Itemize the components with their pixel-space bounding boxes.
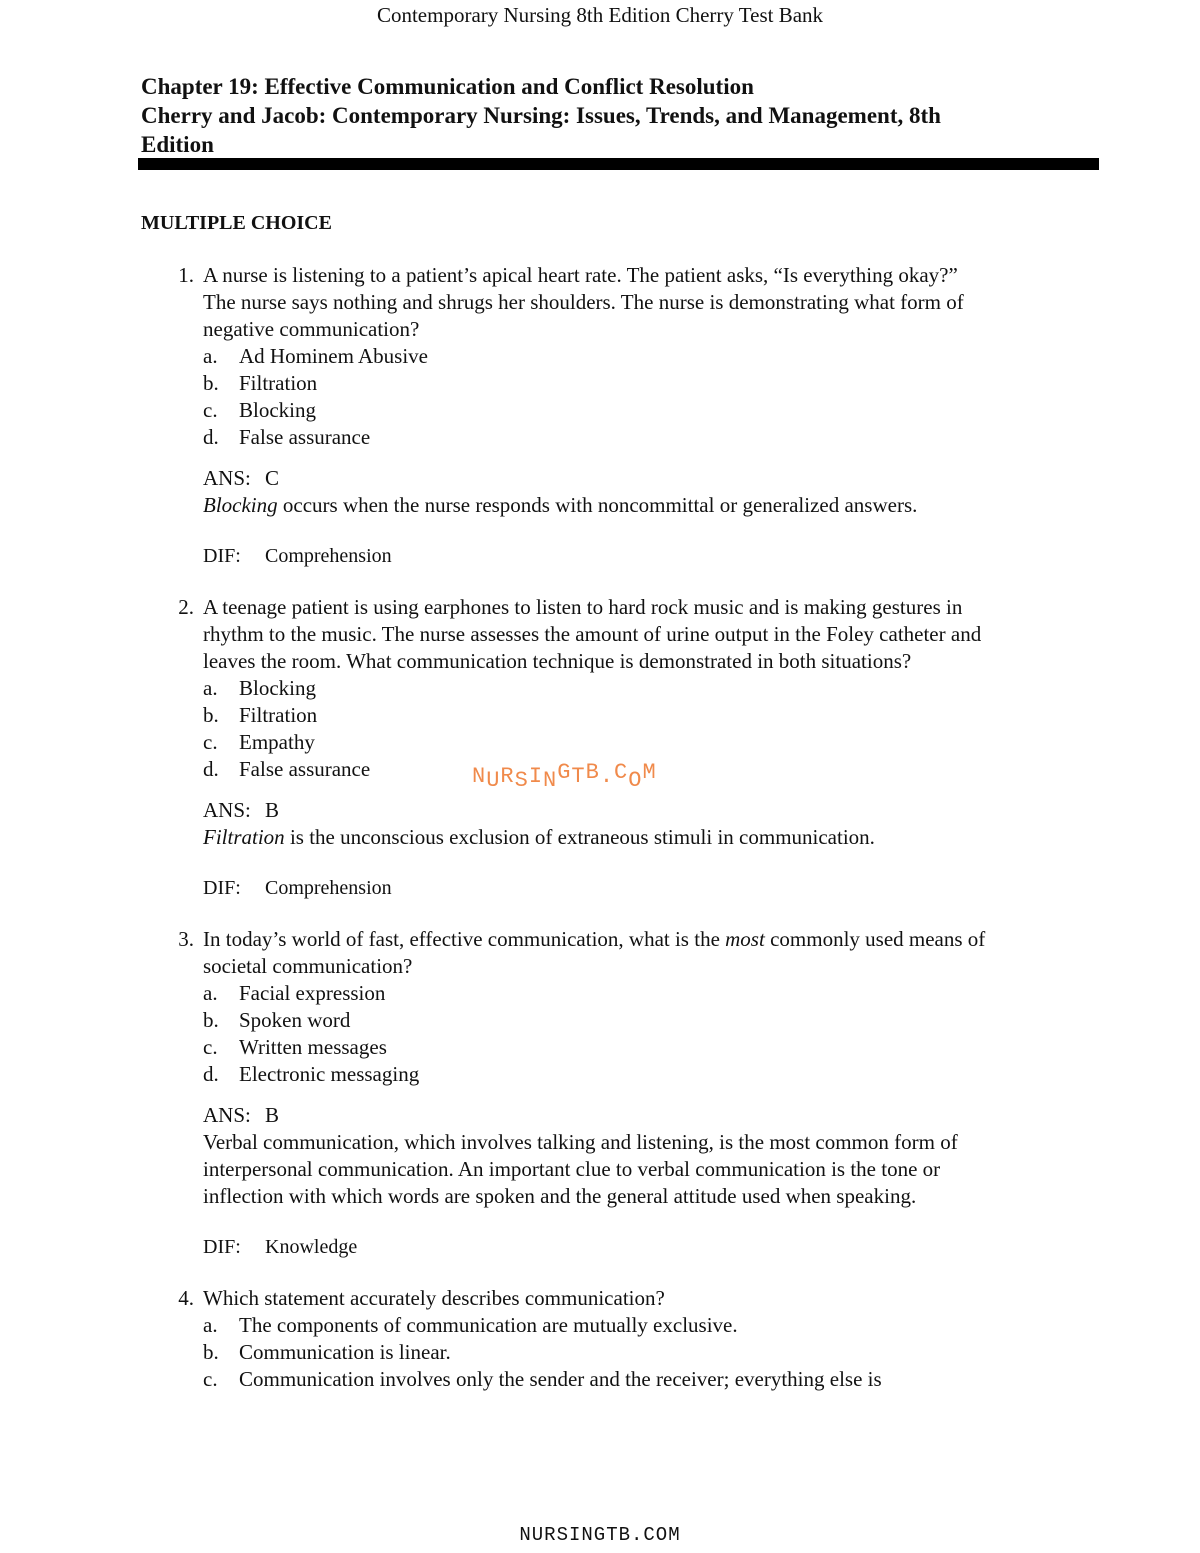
option-b [203, 702, 1093, 729]
difficulty-value: Knowledge [265, 1236, 358, 1258]
footer-site: NURSINGTB.COM [519, 1524, 681, 1546]
option-text: Communication involves only the sender and the receiver; everything else is [239, 1367, 882, 1391]
question-stem [203, 926, 1093, 980]
rationale-term: Filtration [203, 825, 285, 849]
stem-line: rhythm to the music. The nurse assesses the amount of urine output in the Foley catheter and [203, 622, 982, 646]
watermark-char: C [614, 760, 629, 785]
option-text: Electronic messaging [239, 1062, 420, 1086]
answer-label: ANS: [203, 798, 251, 822]
option-letter: a. [203, 1313, 218, 1337]
answer-line [203, 797, 1093, 824]
stem-line: A teenage patient is using earphones to listen to hard rock music and is making gestures in [203, 595, 963, 619]
section-heading: MULTIPLE CHOICE [141, 212, 332, 234]
chapter-title: Chapter 19: Effective Communication and Conflict Resolution [141, 74, 754, 99]
answer-value: B [265, 798, 280, 822]
question-number: 2. [178, 595, 194, 619]
chapter-heading [141, 72, 1101, 159]
stem-line: leaves the room. What communication technique is demonstrated in both situations? [203, 649, 912, 673]
stem-text: In today’s world of fast, effective communication, what is the [203, 927, 726, 951]
option-c [203, 397, 1093, 424]
watermark-char: B [585, 760, 600, 785]
watermark-char: G [557, 760, 572, 785]
option-a [203, 1312, 1093, 1339]
option-d [203, 1061, 1093, 1088]
option-text: Written messages [239, 1035, 387, 1059]
option-b [203, 1339, 1093, 1366]
question-number: 3. [178, 927, 194, 951]
option-b [203, 370, 1093, 397]
option-text: Ad Hominem Abusive [239, 344, 428, 368]
option-letter: d. [203, 1062, 219, 1086]
option-letter: d. [203, 757, 219, 781]
option-text: Spoken word [239, 1008, 351, 1032]
difficulty-line [203, 543, 1093, 570]
watermark-char: N [543, 768, 558, 793]
watermark-char: N [472, 764, 487, 789]
rationale [203, 1129, 1093, 1210]
question-stem [203, 262, 1093, 343]
question-body [203, 262, 1093, 570]
question-4 [0, 1285, 1200, 1393]
option-a [203, 675, 1093, 702]
question-stem [203, 1285, 1093, 1312]
question-3 [0, 926, 1200, 1261]
answer-line [203, 465, 1093, 492]
option-text: Communication is linear. [239, 1340, 451, 1364]
rationale-line: interpersonal communication. An important clue to verbal communication is the tone or [203, 1157, 941, 1181]
difficulty-value: Comprehension [265, 545, 392, 567]
option-letter: b. [203, 371, 219, 395]
difficulty-label: DIF: [203, 877, 241, 899]
option-b [203, 1007, 1093, 1034]
stem-text: commonly used means of [764, 927, 986, 951]
rationale [203, 824, 1093, 851]
option-letter: d. [203, 425, 219, 449]
option-text: The components of communication are mutually exclusive. [239, 1313, 738, 1337]
option-a [203, 343, 1093, 370]
stem-line: societal communication? [203, 954, 413, 978]
difficulty-line [203, 1234, 1093, 1261]
watermark-char: I [528, 764, 544, 789]
rationale-line: inflection with which words are spoken and the general attitude used when speaking. [203, 1184, 917, 1208]
difficulty-line [203, 875, 1093, 902]
option-text: Empathy [239, 730, 315, 754]
difficulty-label: DIF: [203, 1236, 241, 1258]
stem-line: The nurse says nothing and shrugs her shoulders. The nurse is demonstrating what form of [203, 290, 964, 314]
option-letter: a. [203, 344, 218, 368]
watermark-char: . [599, 764, 615, 789]
question-stem [203, 594, 1093, 675]
answer-line [203, 1102, 1093, 1129]
question-number: 4. [178, 1286, 194, 1310]
option-c [203, 1366, 1093, 1393]
option-letter: c. [203, 1367, 218, 1391]
heading-rule [138, 158, 1099, 170]
question-body [203, 926, 1093, 1261]
watermark-char: T [571, 764, 586, 789]
option-letter: c. [203, 398, 218, 422]
option-d [203, 424, 1093, 451]
option-text: Facial expression [239, 981, 386, 1005]
watermark [472, 760, 657, 793]
answer-label: ANS: [203, 1103, 251, 1127]
difficulty-label: DIF: [203, 545, 241, 567]
option-letter: a. [203, 981, 218, 1005]
answer-label: ANS: [203, 466, 251, 490]
option-text: Blocking [239, 676, 316, 700]
rationale-text: is the unconscious exclusion of extraneous stimuli in communication. [284, 825, 875, 849]
stem-line: Which statement accurately describes communication? [203, 1286, 665, 1310]
difficulty-value: Comprehension [265, 877, 392, 899]
option-letter: c. [203, 1035, 218, 1059]
option-c [203, 1034, 1093, 1061]
option-letter: b. [203, 703, 219, 727]
option-c [203, 729, 1093, 756]
book-title-line-2: Edition [141, 132, 214, 157]
rationale-term: Blocking [203, 493, 278, 517]
watermark-char: S [514, 768, 529, 793]
question-1 [0, 262, 1200, 570]
rationale [203, 492, 1093, 519]
question-2 [0, 594, 1200, 902]
running-header: Contemporary Nursing 8th Edition Cherry Test Bank [376, 3, 824, 27]
stem-line: negative communication? [203, 317, 420, 341]
option-a [203, 980, 1093, 1007]
watermark-char: R [500, 764, 515, 789]
option-letter: b. [203, 1340, 219, 1364]
stem-emphasis: most [725, 927, 765, 951]
watermark-char: U [486, 768, 501, 793]
option-letter: a. [203, 676, 218, 700]
option-text: Filtration [239, 703, 318, 727]
option-text: False assurance [239, 757, 371, 781]
stem-line: A nurse is listening to a patient’s apical heart rate. The patient asks, “Is everything okay?” [203, 263, 958, 287]
rationale-line: Verbal communication, which involves talking and listening, is the most common form of [203, 1130, 958, 1154]
answer-value: C [265, 466, 280, 490]
option-letter: c. [203, 730, 218, 754]
option-letter: b. [203, 1008, 219, 1032]
watermark-char: O [628, 768, 643, 793]
option-text: Filtration [239, 371, 318, 395]
question-number: 1. [178, 263, 194, 287]
question-body [203, 1285, 1093, 1393]
question-body [203, 594, 1093, 902]
watermark-char: M [642, 760, 657, 785]
answer-value: B [265, 1103, 280, 1127]
option-text: Blocking [239, 398, 316, 422]
option-text: False assurance [239, 425, 371, 449]
rationale-text: occurs when the nurse responds with noncommittal or generalized answers. [277, 493, 918, 517]
book-title-line-1: Cherry and Jacob: Contemporary Nursing: Issues, Trends, and Management, 8th [141, 103, 941, 128]
